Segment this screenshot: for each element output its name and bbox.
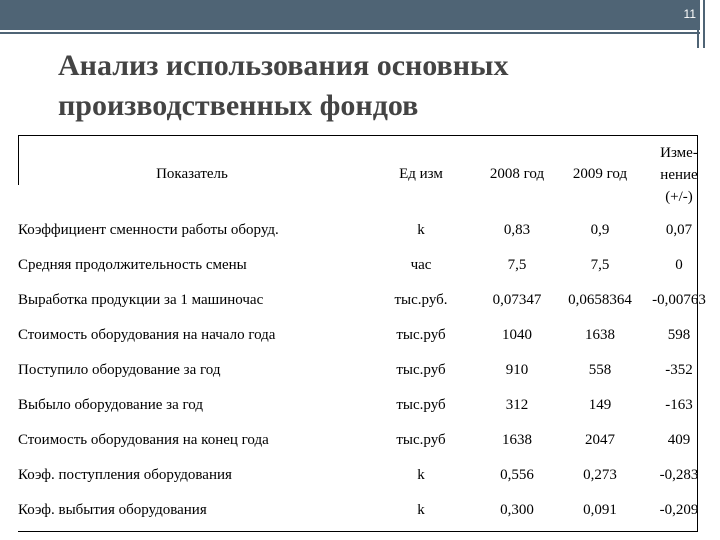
data-table xyxy=(18,136,716,528)
header-change-line-1: Изме- xyxy=(660,144,698,161)
header-change-line-2: нение xyxy=(660,166,698,183)
cell-unit: k xyxy=(417,467,425,483)
cell-indicator: Выбыло оборудование за год xyxy=(18,397,203,413)
cell-indicator: Поступило оборудование за год xyxy=(18,362,221,378)
cell-unit: тыс.руб. xyxy=(394,292,448,308)
cell-2009: 0,0658364 xyxy=(568,292,632,308)
header-change-line-3: (+/-) xyxy=(665,188,693,205)
cell-unit: тыс.руб xyxy=(396,432,446,448)
table-row xyxy=(18,213,716,248)
cell-change: -0,283 xyxy=(659,467,699,483)
cell-unit: тыс.руб xyxy=(396,397,446,413)
header-unit: Ед изм xyxy=(399,166,443,182)
title-line-2: производственных фондов xyxy=(58,89,419,122)
cell-change: -352 xyxy=(665,362,693,378)
cell-2009: 1638 xyxy=(585,327,615,343)
cell-unit: k xyxy=(417,502,425,518)
cell-2009: 0,9 xyxy=(590,222,610,238)
cell-indicator: Выработка продукции за 1 машиночас xyxy=(18,292,264,308)
cell-2008: 0,07347 xyxy=(492,292,542,308)
cell-indicator: Коэффициент сменности работы оборуд. xyxy=(18,222,279,238)
table-row xyxy=(18,388,716,423)
corner-line-right xyxy=(703,0,705,48)
cell-unit: тыс.руб xyxy=(396,327,446,343)
cell-2008: 0,83 xyxy=(503,222,531,238)
cell-indicator: Коэф. поступления оборудования xyxy=(18,467,232,483)
table-row xyxy=(18,283,716,318)
table-frame-bottom xyxy=(18,531,698,532)
header-2008: 2008 год xyxy=(489,166,545,182)
title-line-1: Анализ использования основных xyxy=(58,49,509,82)
table-row xyxy=(18,423,716,458)
corner-line-left xyxy=(697,0,699,48)
cell-unit: k xyxy=(417,222,425,238)
cell-2008: 312 xyxy=(505,397,529,413)
cell-2009: 149 xyxy=(588,397,612,413)
cell-indicator: Стоимость оборудования на конец года xyxy=(18,432,269,448)
table-row xyxy=(18,318,716,353)
cell-2008: 1638 xyxy=(502,432,532,448)
cell-change: -163 xyxy=(665,397,693,413)
cell-2009: 2047 xyxy=(585,432,615,448)
slide-title xyxy=(58,46,658,126)
cell-change: -0,209 xyxy=(659,502,699,518)
table-row xyxy=(18,493,716,528)
cell-change: 409 xyxy=(667,432,691,448)
header-indicator: Показатель xyxy=(156,166,228,182)
cell-change: 0,07 xyxy=(665,222,693,238)
cell-2009: 0,091 xyxy=(583,502,617,518)
table-header-row xyxy=(18,136,716,213)
slide-number: 11 xyxy=(683,7,696,21)
header-2009: 2009 год xyxy=(572,166,628,182)
cell-unit: тыс.руб xyxy=(396,362,446,378)
cell-indicator: Стоимость оборудования на начало года xyxy=(18,327,276,343)
top-bar-underline xyxy=(0,32,700,34)
cell-2008: 0,556 xyxy=(500,467,534,483)
cell-2009: 558 xyxy=(588,362,612,378)
cell-unit: час xyxy=(410,257,432,273)
cell-2009: 7,5 xyxy=(590,257,610,273)
table-row xyxy=(18,248,716,283)
cell-indicator: Средняя продолжительность смены xyxy=(18,257,247,273)
table-row xyxy=(18,353,716,388)
cell-2008: 0,300 xyxy=(500,502,534,518)
cell-change: 0 xyxy=(675,257,683,273)
cell-change: -0,00763 xyxy=(652,292,706,308)
top-bar xyxy=(0,0,700,30)
cell-2008: 910 xyxy=(505,362,529,378)
cell-2009: 0,273 xyxy=(583,467,617,483)
cell-change: 598 xyxy=(667,327,691,343)
cell-2008: 7,5 xyxy=(507,257,527,273)
cell-2008: 1040 xyxy=(502,327,532,343)
table-row xyxy=(18,458,716,493)
cell-indicator: Коэф. выбытия оборудования xyxy=(18,502,207,518)
header-change xyxy=(642,136,716,213)
